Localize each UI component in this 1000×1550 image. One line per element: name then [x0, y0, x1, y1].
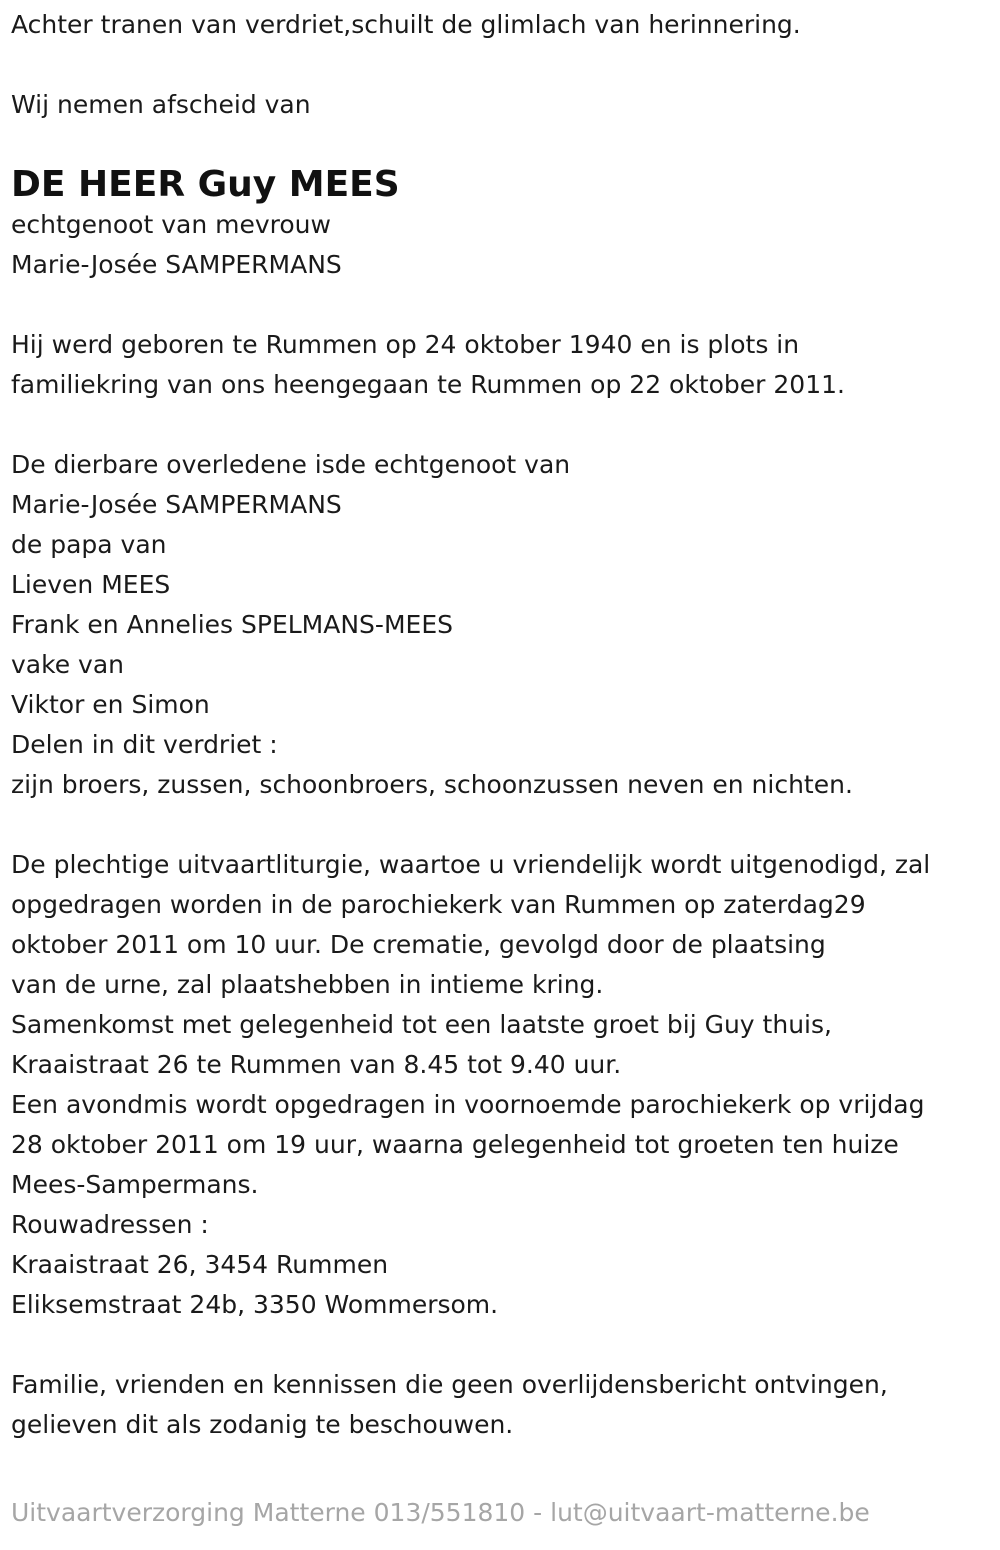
spacer — [11, 1325, 996, 1365]
paragraph-line: familiekring van ons heengegaan te Rummen op 22 oktober 2011. — [11, 370, 845, 399]
spacer — [11, 125, 996, 165]
paragraph-line: Samenkomst met gelegenheid tot een laatste groet bij Guy thuis, — [11, 1010, 832, 1039]
paragraph-line: opgedragen worden in de parochiekerk van Rummen op zaterdag29 — [11, 890, 866, 919]
paragraph-line: Kraaistraat 26, 3454 Rummen — [11, 1250, 389, 1279]
death-notice — [11, 5, 996, 1445]
paragraph-line: De plechtige uitvaartliturgie, waartoe u vriendelijk wordt uitgenodigd, zal — [11, 850, 931, 879]
paragraph-line: 28 oktober 2011 om 19 uur, waarna gelegenheid tot groeten ten huize — [11, 1130, 899, 1159]
paragraph-line: Rouwadressen : — [11, 1210, 209, 1239]
paragraph-line: vake van — [11, 650, 124, 679]
paragraph-line: van de urne, zal plaatshebben in intieme kring. — [11, 970, 604, 999]
paragraph-line: Een avondmis wordt opgedragen in voornoemde parochiekerk op vrijdag — [11, 1090, 925, 1119]
paragraph-line: zijn broers, zussen, schoonbroers, schoonzussen neven en nichten. — [11, 770, 853, 799]
opening-quote: Achter tranen van verdriet,schuilt de glimlach van herinnering. — [11, 10, 801, 39]
paragraph-line: gelieven dit als zodanig te beschouwen. — [11, 1410, 514, 1439]
paragraph-line: Marie-Josée SAMPERMANS — [11, 490, 342, 519]
family-paragraph — [11, 445, 996, 805]
paragraph-line: Kraaistraat 26 te Rummen van 8.45 tot 9.40 uur. — [11, 1050, 622, 1079]
paragraph-line: De dierbare overledene isde echtgenoot van — [11, 450, 571, 479]
paragraph-line: oktober 2011 om 10 uur. De crematie, gevolgd door de plaatsing — [11, 930, 826, 959]
paragraph-line: Delen in dit verdriet : — [11, 730, 278, 759]
spacer — [11, 285, 996, 325]
paragraph-line: Frank en Annelies SPELMANS-MEES — [11, 610, 453, 639]
deceased-name: DE HEER Guy MEES — [11, 164, 400, 205]
spacer — [11, 805, 996, 845]
paragraph-line: de papa van — [11, 530, 167, 559]
spacer — [11, 45, 996, 85]
funeral-home-footer: Uitvaartverzorging Matterne 013/551810 - lut@uitvaart-matterne.be — [11, 1498, 870, 1527]
paragraph-line: Hij werd geboren te Rummen op 24 oktober 1940 en is plots in — [11, 330, 800, 359]
spouse-line: echtgenoot van mevrouw — [11, 210, 331, 239]
paragraph-line: Eliksemstraat 24b, 3350 Wommersom. — [11, 1290, 499, 1319]
birth-death-paragraph — [11, 325, 996, 405]
spacer — [11, 405, 996, 445]
paragraph-line: Viktor en Simon — [11, 690, 210, 719]
closing-paragraph — [11, 1365, 996, 1445]
paragraph-line: Lieven MEES — [11, 570, 171, 599]
intro-line: Wij nemen afscheid van — [11, 90, 311, 119]
paragraph-line: Familie, vrienden en kennissen die geen overlijdensbericht ontvingen, — [11, 1370, 888, 1399]
spouse-name: Marie-Josée SAMPERMANS — [11, 250, 342, 279]
paragraph-line: Mees-Sampermans. — [11, 1170, 259, 1199]
ceremony-paragraph — [11, 845, 996, 1325]
